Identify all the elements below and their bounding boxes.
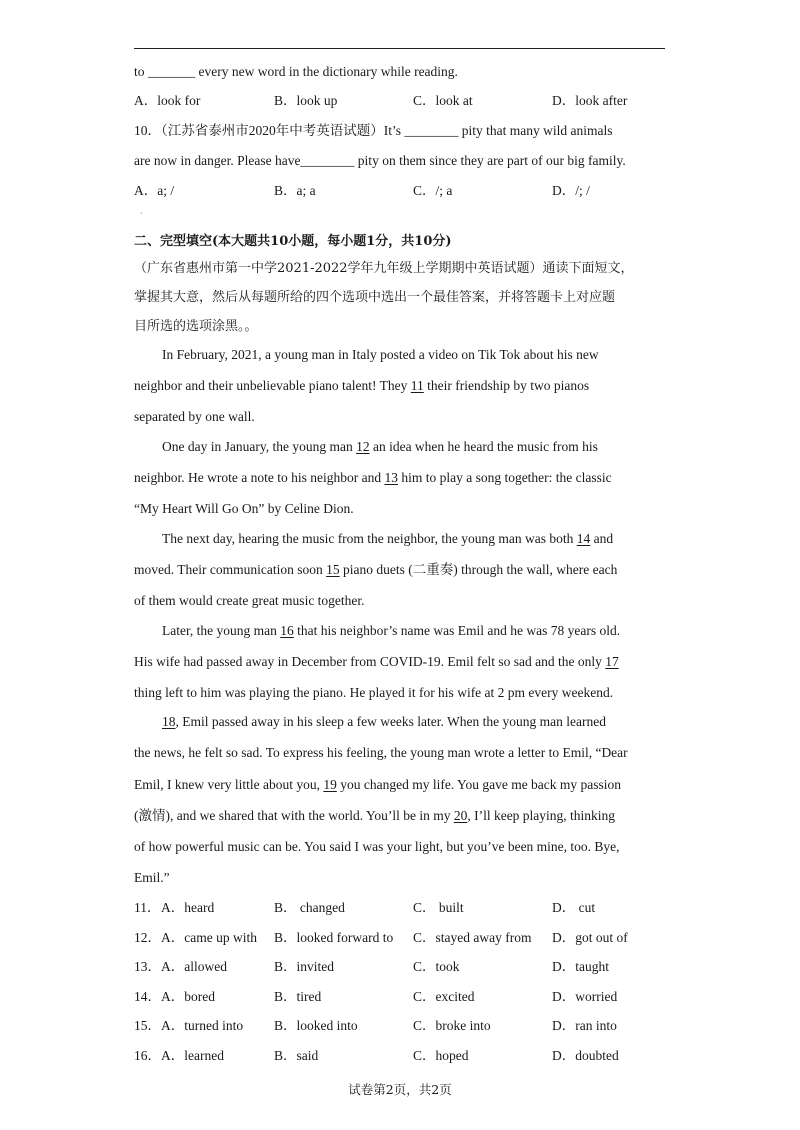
passage-line: of them would create great music together. xyxy=(134,593,365,608)
option-b: B． changed xyxy=(274,900,345,915)
passage-line: (激情), and we shared that with the world. You’ll be in my 20, I’ll keep playing, thinking xyxy=(134,808,616,823)
option-a: A．turned into xyxy=(161,1018,244,1033)
option-a: A．learned xyxy=(161,1048,224,1063)
q10-option-b: B．a; a xyxy=(274,183,316,198)
option-d: D．got out of xyxy=(552,930,628,945)
passage-line: the news, he felt so sad. To express his feeling, the young man wrote a letter to Emil, “Dear xyxy=(134,745,628,760)
option-a: A．came up with xyxy=(161,930,257,945)
blank-18: 18 xyxy=(162,714,176,729)
q9-text: to _______ every new word in the dictionary while reading. xyxy=(134,64,458,79)
q10-line-1: 10．（江苏省泰州市2020年中考英语试题）It’s ________ pity that many wild animals xyxy=(134,123,613,138)
section-2-instructions-1: （广东省惠州市第一中学2021-2022学年九年级上学期期中英语试题）通读下面短文， xyxy=(134,261,634,276)
q10-line-2: are now in danger. Please have________ pity on them since they are part of our big family. xyxy=(134,153,626,168)
passage-line: Emil.” xyxy=(134,870,170,885)
passage-line: 18, Emil passed away in his sleep a few weeks later. When the young man learned xyxy=(162,714,606,729)
section-2-instructions-3: 目所选的选项涂黑。。 xyxy=(134,319,258,334)
passage-line: Emil, I knew very little about you, 19 you changed my life. You gave me back my passion xyxy=(134,777,622,792)
passage-line: separated by one wall. xyxy=(134,409,255,424)
passage-line: neighbor. He wrote a note to his neighbor and 13 him to play a song together: the classic xyxy=(134,470,612,485)
q10-option-a: A．a; / xyxy=(134,183,175,198)
option-d: D．taught xyxy=(552,959,609,974)
passage-line: His wife had passed away in December from COVID-19. Emil felt so sad and the only 17 xyxy=(134,654,619,669)
q9-option-d: D．look after xyxy=(552,93,628,108)
passage-line: The next day, hearing the music from the neighbor, the young man was both 14 and xyxy=(162,531,614,546)
option-b: B．said xyxy=(274,1048,319,1063)
blank-17: 17 xyxy=(605,654,619,669)
option-c: C． built xyxy=(413,900,464,915)
q10-option-c: C．/; a xyxy=(413,183,453,198)
passage-line: moved. Their communication soon 15 piano duets (二重奏) through the wall, where each xyxy=(134,562,618,577)
page-footer: 试卷第2页，共2页 xyxy=(348,1082,452,1097)
option-d: D．worried xyxy=(552,989,618,1004)
passage-line: “My Heart Will Go On” by Celine Dion. xyxy=(134,501,354,516)
header-rule xyxy=(134,48,665,49)
option-d: D．ran into xyxy=(552,1018,617,1033)
passage-line: neighbor and their unbelievable piano talent! They 11 their friendship by two pianos xyxy=(134,378,590,393)
q9-option-c: C．look at xyxy=(413,93,473,108)
blank-13: 13 xyxy=(384,470,398,485)
option-c: C．hoped xyxy=(413,1048,469,1063)
blank-14: 14 xyxy=(576,531,591,546)
option-b: B．invited xyxy=(274,959,334,974)
option-b: B．looked into xyxy=(274,1018,358,1033)
option-a: A．heard xyxy=(161,900,215,915)
blank-15: 15 xyxy=(326,562,340,577)
option-d: D．doubted xyxy=(552,1048,619,1063)
blank-12: 12 xyxy=(356,439,370,454)
option-a: A．allowed xyxy=(161,959,227,974)
blank-19: 19 xyxy=(323,777,337,792)
section-2-title: 二、完型填空(本大题共10小题，每小题1分，共10分) xyxy=(134,234,452,249)
passage-line: In February, 2021, a young man in Italy posted a video on Tik Tok about his new xyxy=(162,347,599,362)
option-c: C．stayed away from xyxy=(413,930,532,945)
paragraph-mark-icon: · xyxy=(140,209,143,218)
option-c: C．excited xyxy=(413,989,475,1004)
section-2-instructions-2: 掌握其大意，然后从每题所给的四个选项中选出一个最佳答案，并将答题卡上对应题 xyxy=(134,290,616,305)
q9-option-a: A．look for xyxy=(134,93,201,108)
option-d: D． cut xyxy=(552,900,596,915)
passage-line: Later, the young man 16 that his neighbor’s name was Emil and he was 78 years old. xyxy=(162,623,621,638)
passage-line: thing left to him was playing the piano. He played it for his wife at 2 pm every weekend. xyxy=(134,685,614,700)
q9-option-b: B．look up xyxy=(274,93,338,108)
blank-20: 20 xyxy=(453,808,468,823)
option-c: C．took xyxy=(413,959,460,974)
passage-line: One day in January, the young man 12 an idea when he heard the music from his xyxy=(162,439,598,454)
q10-option-d: D．/; / xyxy=(552,183,590,198)
option-b: B．looked forward to xyxy=(274,930,394,945)
blank-16: 16 xyxy=(280,623,294,638)
option-b: B．tired xyxy=(274,989,322,1004)
option-a: A．bored xyxy=(161,989,215,1004)
blank-11: 11 xyxy=(410,378,424,393)
passage-line: of how powerful music can be. You said I was your light, but you’ve been mine, too. Bye, xyxy=(134,839,620,854)
option-c: C．broke into xyxy=(413,1018,491,1033)
